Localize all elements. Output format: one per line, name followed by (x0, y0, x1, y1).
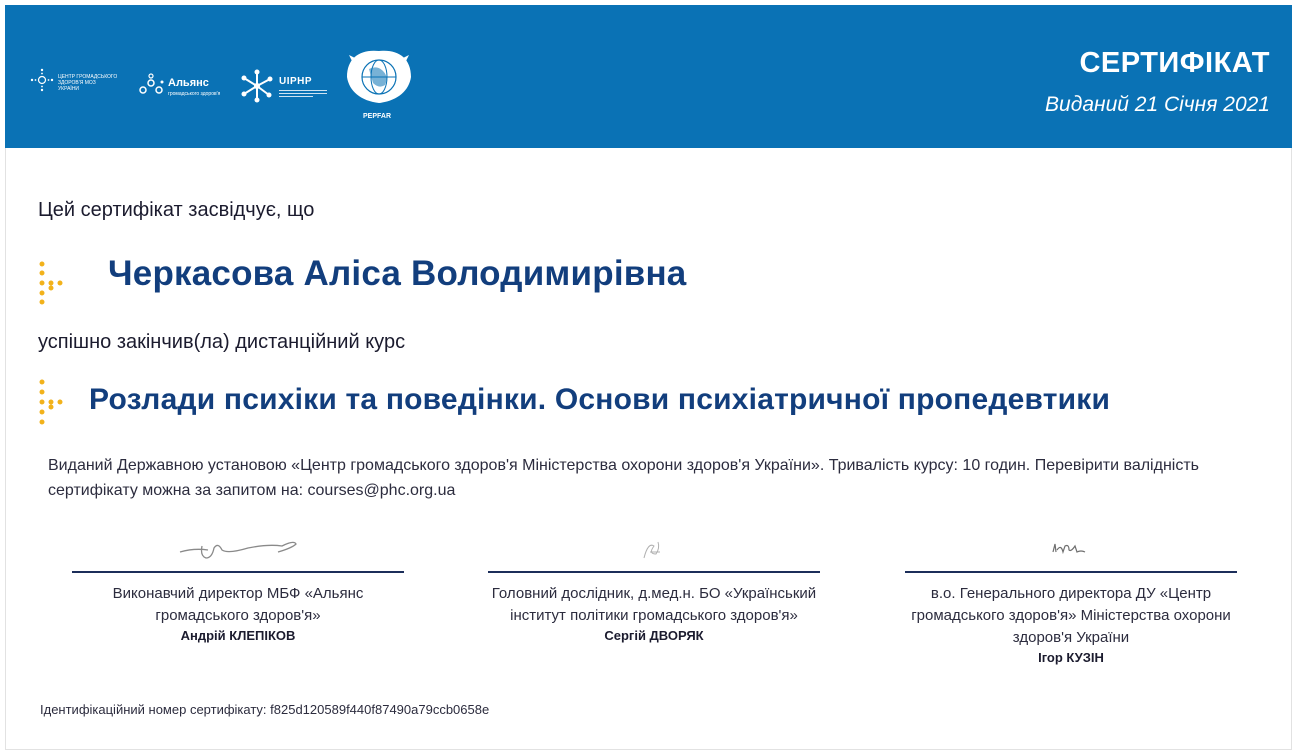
signature-person: Сергій ДВОРЯК (604, 628, 704, 643)
dots-accent-icon (36, 259, 70, 307)
dots-accent-icon (36, 377, 70, 427)
signature-person: Андрій КЛЕПІКОВ (180, 628, 296, 643)
phc-logo-icon (30, 68, 54, 92)
certificate-header (5, 5, 1292, 148)
signature-image (488, 530, 820, 570)
alliance-logo-icon (138, 73, 166, 95)
pepfar-logo-name: PEPFAR (363, 113, 392, 120)
signature-image (905, 530, 1237, 570)
certificate-title: СЕРТИФІКАТ (1079, 47, 1270, 79)
completed-text: успішно закінчив(ла) дистанційний курс (38, 331, 406, 353)
uiphp-logo-name: UIPHP (279, 76, 313, 87)
certificate-id: Ідентифікаційний номер сертифікату: f825d120589f440f87490a79ccb0658e (40, 702, 490, 717)
issue-date: Виданий 21 Січня 2021 (1045, 93, 1270, 116)
alliance-logo-name: Альянс (168, 77, 209, 89)
signature-line (72, 571, 404, 573)
course-title: Розлади психіки та поведінки. Основи психіатричної пропедевтики (89, 383, 1111, 416)
issued-by-text: Виданий Державною установою «Центр громадського здоров'я Міністерства охорони здоров'я України». Тривалість курсу: 10 годин. Перевірити валідність сертифікату можна за запитом на: courses@phc.org.ua (48, 457, 1199, 499)
phc-logo-text: ЦЕНТР ГРОМАДСЬКОГО ЗДОРОВ'Я МОЗ УКРАЇНИ (58, 74, 118, 92)
signature-image (72, 530, 404, 570)
signature-block (72, 530, 404, 645)
signature-line (905, 571, 1237, 573)
recipient-name: Черкасова Аліса Володимирівна (108, 254, 687, 293)
signature-block (488, 530, 820, 645)
signature-line (488, 571, 820, 573)
signature-role: в.о. Генерального директора ДУ «Центр громадського здоров'я» Міністерства охорони здоров'я України (911, 585, 1231, 646)
signature-block (905, 530, 1237, 667)
uiphp-logo-icon (239, 68, 275, 104)
partner-logos (5, 5, 605, 148)
intro-text: Цей сертифікат засвідчує, що (38, 199, 315, 221)
alliance-logo-sub: громадського здоров'я (168, 91, 221, 97)
uiphp-logo-lines (279, 90, 327, 97)
signature-role: Головний дослідник, д.мед.н. БО «Український інститут політики громадського здоров'я» (491, 585, 817, 624)
signature-person: Ігор КУЗІН (1038, 650, 1104, 665)
signature-role: Виконавчий директор МБФ «Альянс громадського здоров'я» (112, 585, 364, 624)
pepfar-logo-icon (339, 47, 419, 109)
